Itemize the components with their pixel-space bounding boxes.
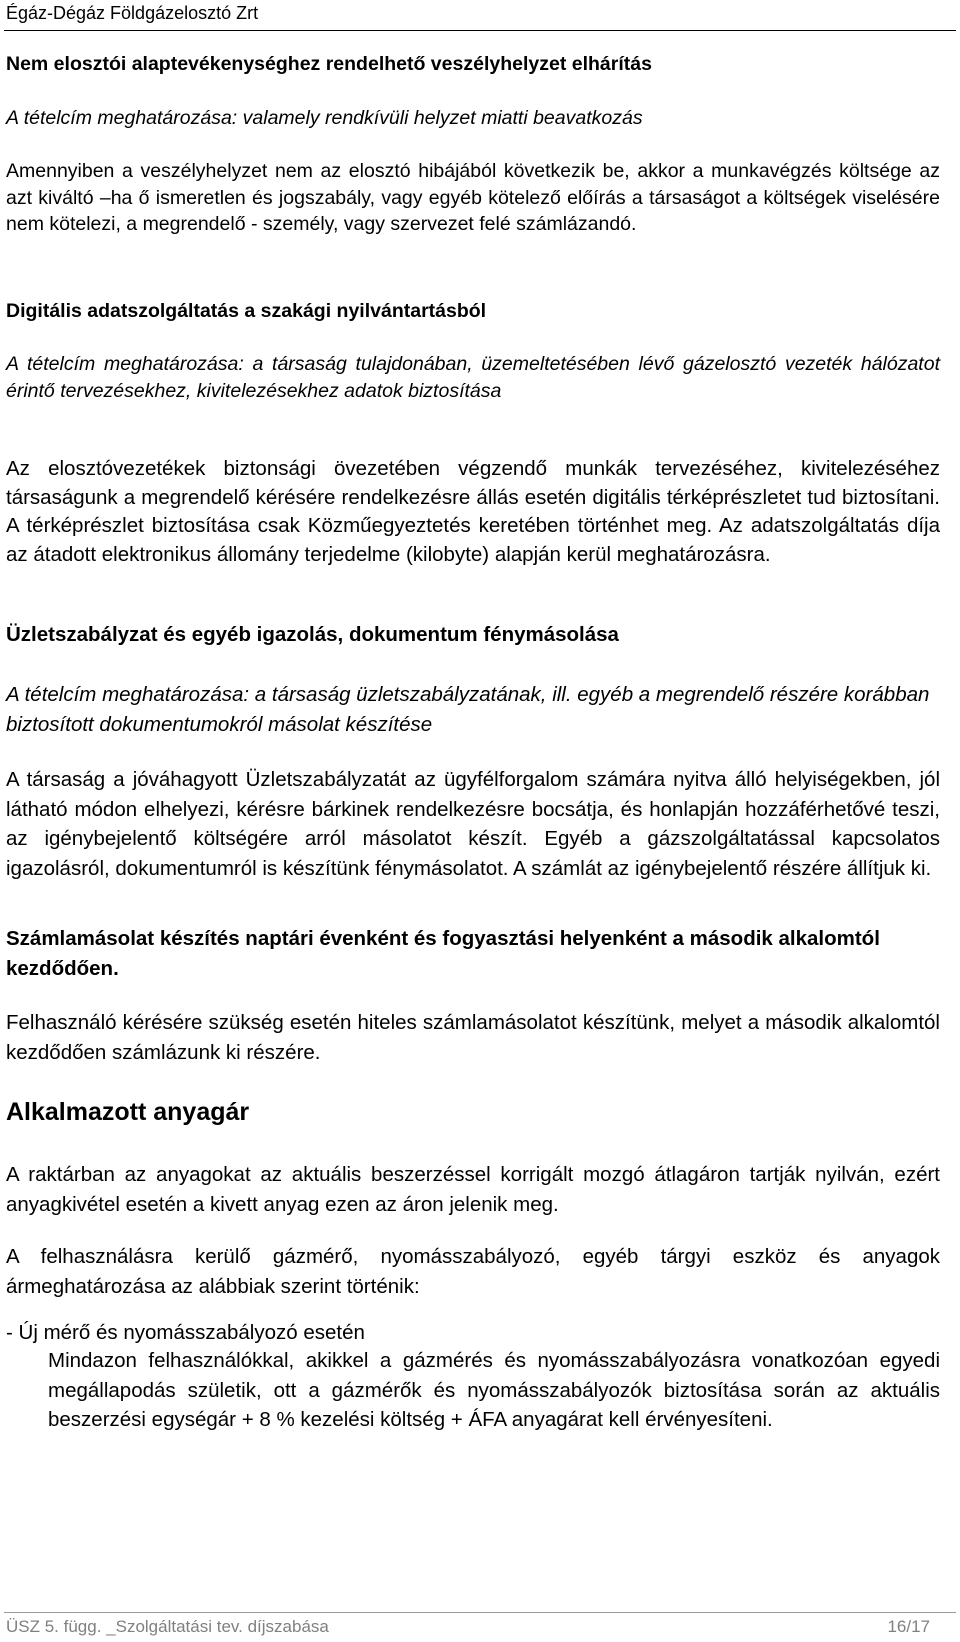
section-definition-digitalis-adatszolgaltatas: A tételcím meghatározása: a társaság tulajdonában, üzemeltetésében lévő gázelosztó vezeték hálózatot érintő tervezésekhez, kivitelezésekhez adatok biztosítása — [6, 353, 940, 402]
section-body-alkalmazott-anyagar-1: A raktárban az anyagokat az aktuális beszerzéssel korrigált mozgó átlagáron tartják nyilván, ezért anyagkivétel esetén a kivett anyag ezen az áron jelenik meg. — [6, 1163, 940, 1216]
header-divider — [4, 30, 956, 31]
footer-page-number: 16/17 — [887, 1617, 930, 1636]
section-definition-veszelyhelyzet: A tételcím meghatározása: valamely rendkívüli helyzet miatti beavatkozás — [6, 107, 643, 129]
document-header-title: Égáz-Dégáz Földgázelosztó Zrt — [6, 3, 259, 23]
section-heading-digitalis-adatszolgaltatas: Digitális adatszolgáltatás a szakági nyilvántartásból — [6, 300, 487, 322]
section-heading-veszelyhelyzet: Nem elosztói alaptevékenységhez rendelhető veszélyhelyzet elhárítás — [6, 53, 652, 75]
list-item-body-uj-mero: Mindazon felhasználókkal, akikkel a gázmérés és nyomásszabályozásra vonatkozóan egyedi megállapodás születik, ott a gázmérők és nyomásszabályozók biztosítása során az aktuális beszerzési egységár + 8 % kezelési költség + ÁFA anyagárat kell érvényesíteni. — [48, 1349, 940, 1431]
section-body-alkalmazott-anyagar-2: A felhasználásra kerülő gázmérő, nyomásszabályozó, egyéb tárgyi eszköz és anyagok ármeghatározása az alábbiak szerint történik: — [6, 1245, 940, 1298]
list-item-uj-mero: - Új mérő és nyomásszabályozó esetén — [6, 1321, 365, 1344]
section-body-digitalis-adatszolgaltatas: Az elosztóvezetékek biztonsági övezetében végzendő munkák tervezéséhez, kivitelezéséhez társaságunk a megrendelő kérésére rendelkezésre állás esetén digitális térképrészletet tud biztosítani. A térképrészlet biztosítása csak Közműegyeztetés keretében történhet meg. Az adatszolgáltatás díja az átadott elektronikus állomány terjedelme (kilobyte) alapján kerül meghatározásra. — [6, 457, 940, 566]
section-heading-uzletszabalyzat: Üzletszabályzat és egyéb igazolás, dokumentum fénymásolása — [6, 623, 619, 646]
section-body-szamlamasolat: Felhasználó kérésére szükség esetén hiteles számlamásolatot készítünk, melyet a második alkalomtól kezdődően számlázunk ki részére. — [6, 1011, 940, 1064]
footer-document-reference: ÜSZ 5. függ. _Szolgáltatási tev. díjszabása — [6, 1617, 329, 1636]
footer-divider — [4, 1612, 956, 1613]
section-heading-szamlamasolat: Számlamásolat készítés naptári évenként és fogyasztási helyenként a második alkalomtól kezdődően. — [6, 927, 880, 980]
section-body-veszelyhelyzet: Amennyiben a veszélyhelyzet nem az elosztó hibájából következik be, akkor a munkavégzés költsége az azt kiváltó –ha ő ismeretlen és jogszabály, vagy egyéb kötelező előírás a társaságot a költségek viselésére nem kötelezi, a megrendelő - személy, vagy szervezet felé számlázandó. — [6, 160, 940, 235]
section-body-uzletszabalyzat: A társaság a jóváhagyott Üzletszabályzatát az ügyfélforgalom számára nyitva álló helyiségekben, jól látható módon elhelyezi, kérésre bárkinek rendelkezésre bocsátja, és honlapján hozzáférhetővé teszi, az igénybejelentő költségére arról másolatot készít. Egyéb a gázszolgáltatással kapcsolatos igazolásról, dokumentumról is készítünk fénymásolatot. A számlát az igénybejelentő részére állítjuk ki. — [6, 768, 940, 880]
section-definition-uzletszabalyzat: A tételcím meghatározása: a társaság üzletszabályzatának, ill. egyéb a megrendelő részére korábban biztosított dokumentumokról másolat készítése — [6, 683, 930, 736]
section-heading-alkalmazott-anyagar: Alkalmazott anyagár — [6, 1098, 250, 1126]
